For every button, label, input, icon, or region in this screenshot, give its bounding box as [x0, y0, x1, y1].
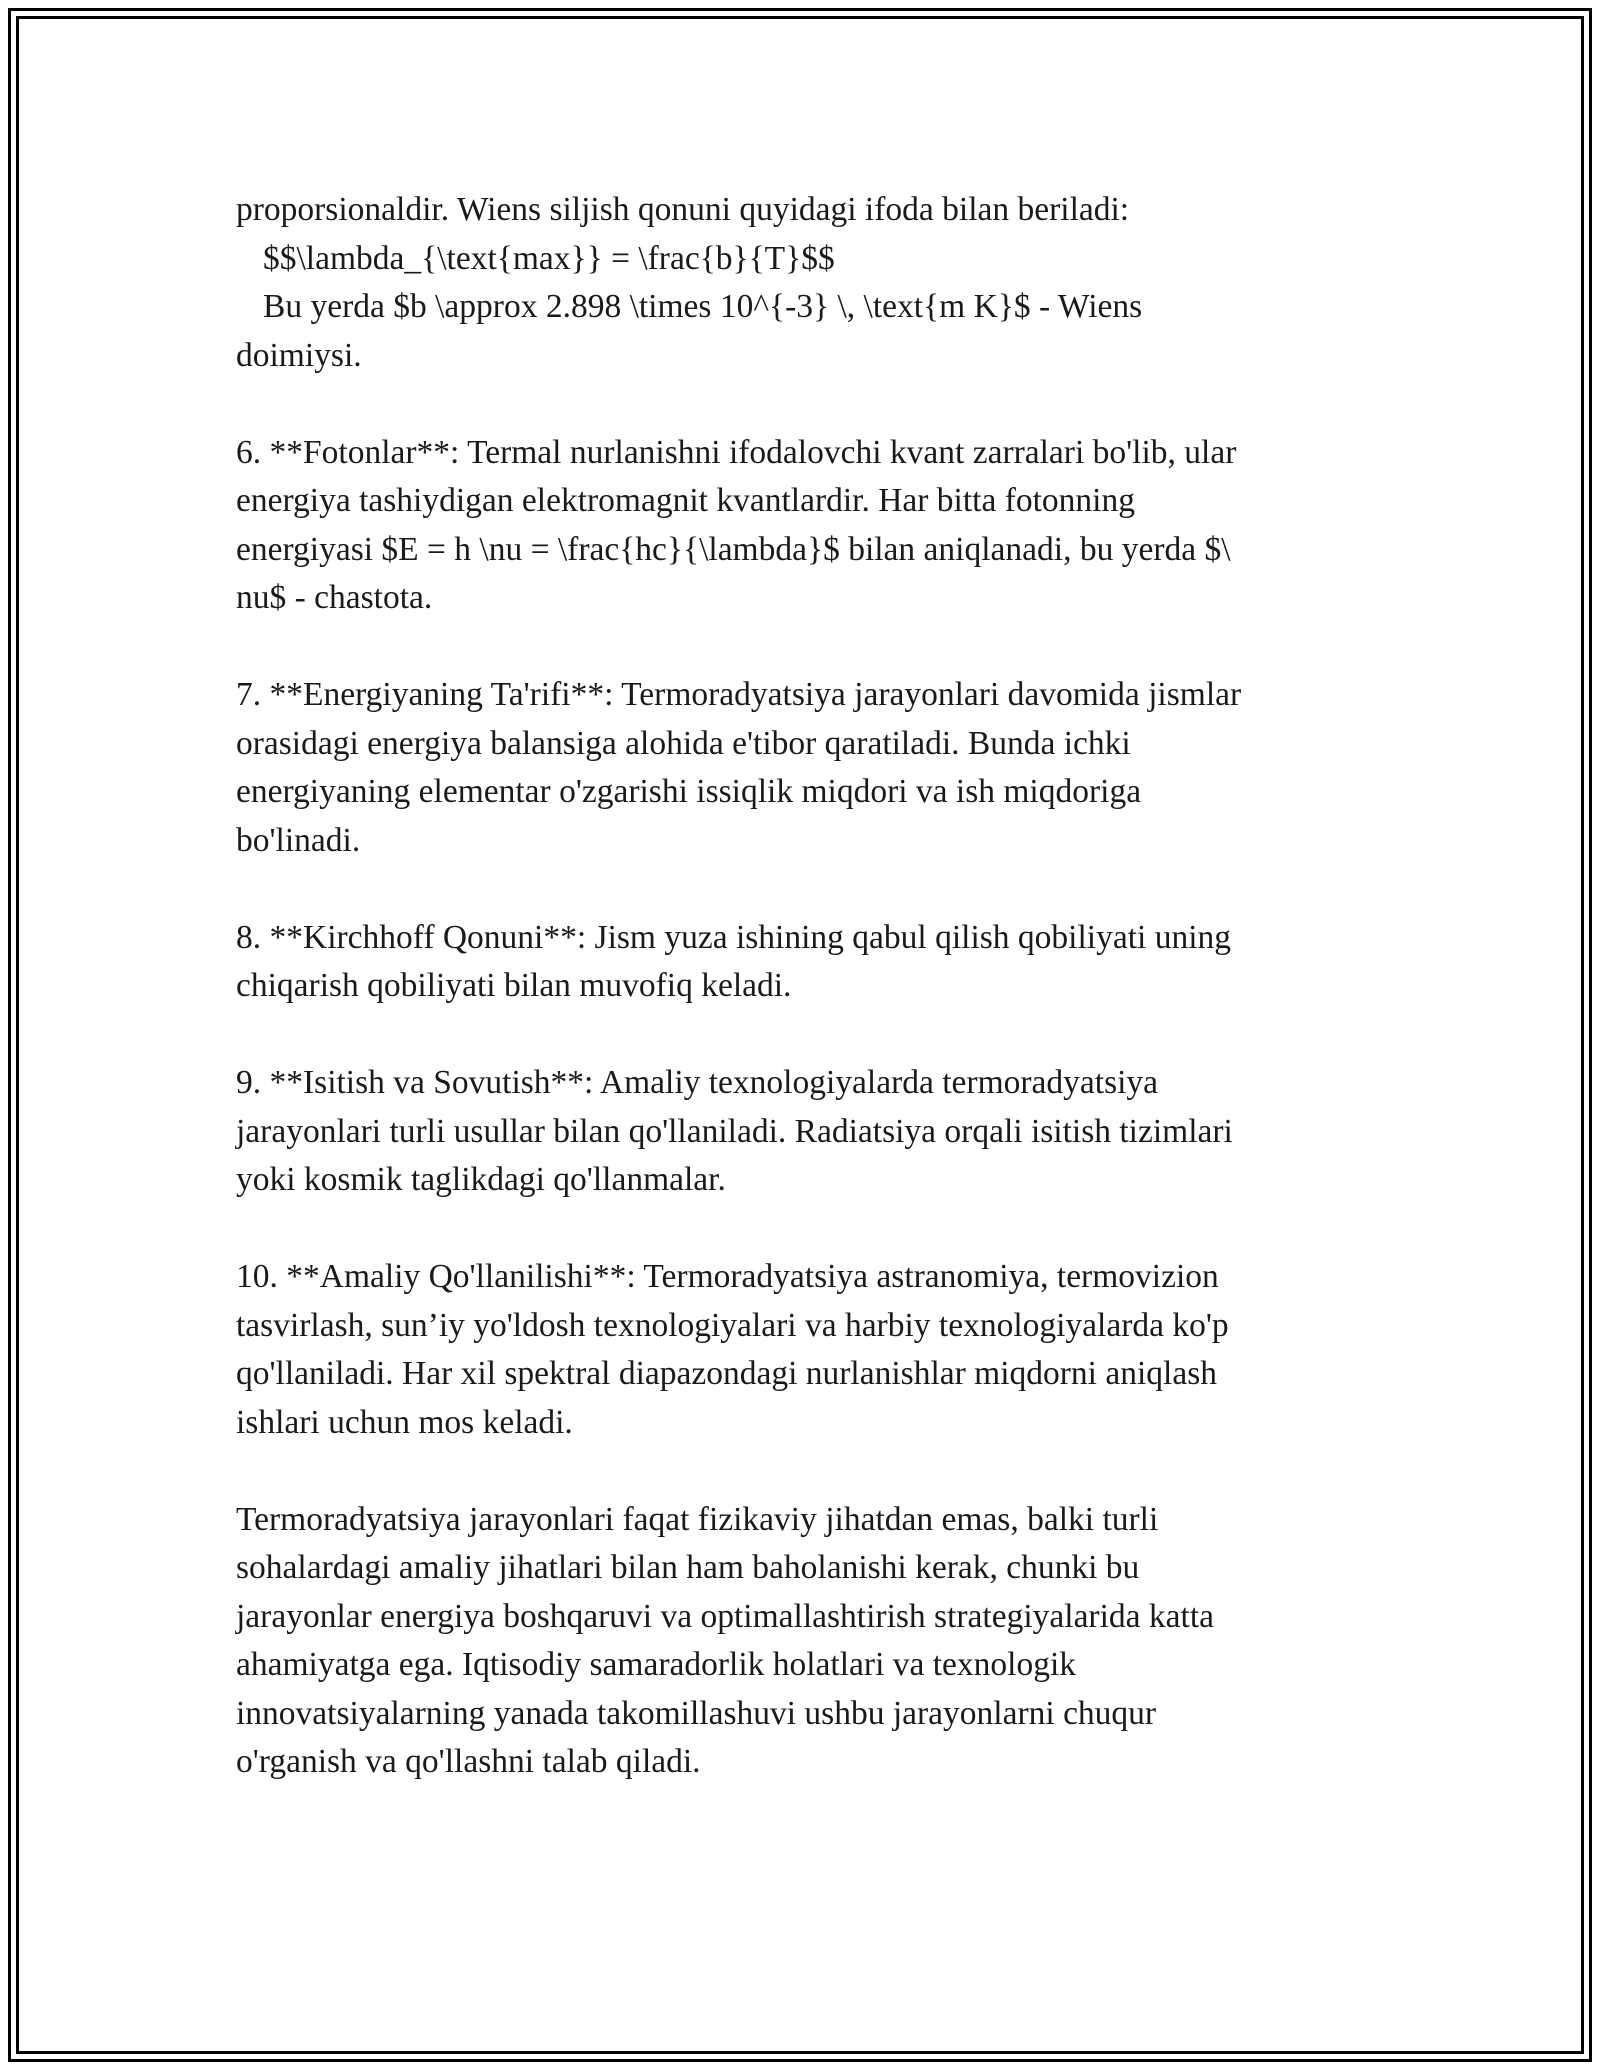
- text-line: nu$ - chastota.: [236, 579, 433, 616]
- text-line: 6. **Fotonlar**: Termal nurlanishni ifodalovchi kvant zarralari bo'lib, ular: [236, 433, 1237, 471]
- text-line: energiyasi $E = h \nu = \frac{hc}{\lambda}$ bilan aniqlanadi, bu yerda $\: [236, 530, 1231, 568]
- text-line: ahamiyatga ega. Iqtisodiy samaradorlik holatlari va texnologik: [236, 1646, 1077, 1683]
- text-line: orasidagi energiya balansiga alohida e'tibor qaratiladi. Bunda ichki: [236, 724, 1131, 762]
- paragraph: [236, 914, 1376, 1011]
- text-line: qo'llaniladi. Har xil spektral diapazondagi nurlanishlar miqdorni aniqlash: [236, 1355, 1218, 1392]
- text-line: ishlari uchun mos keladi.: [236, 1403, 573, 1441]
- paragraph: [236, 1253, 1376, 1447]
- paragraph: [236, 186, 1376, 380]
- document-body: [236, 186, 1376, 1835]
- paragraph: [236, 429, 1376, 623]
- text-line: 7. **Energiyaning Ta'rifi**: Termoradyatsiya jarayonlari davomida jismlar: [236, 676, 1242, 713]
- text-line: doimiysi.: [236, 336, 362, 374]
- text-line: Bu yerda $b \approx 2.898 \times 10^{-3} \, \text{m K}$ - Wiens: [263, 288, 1143, 325]
- text-line: chiqarish qobiliyati bilan muvofiq keladi.: [236, 967, 792, 1004]
- text-line: Termoradyatsiya jarayonlari faqat fizikaviy jihatdan emas, balki turli: [236, 1500, 1159, 1538]
- text-line: jarayonlari turli usullar bilan qo'llaniladi. Radiatsiya orqali isitish tizimlari: [236, 1112, 1233, 1150]
- text-line: energiyaning elementar o'zgarishi issiqlik miqdori va ish miqdoriga: [236, 773, 1142, 810]
- text-line: o'rganish va qo'llashni talab qiladi.: [236, 1743, 701, 1780]
- text-line: innovatsiyalarning yanada takomillashuvi ushbu jarayonlarni chuqur: [236, 1694, 1157, 1732]
- text-line: sohalardagi amaliy jihatlari bilan ham baholanishi kerak, chunki bu: [236, 1549, 1140, 1586]
- text-line: energiya tashiydigan elektromagnit kvantlardir. Har bitta fotonning: [236, 482, 1135, 519]
- text-line: proporsionaldir. Wiens siljish qonuni quyidagi ifoda bilan beriladi:: [236, 191, 1130, 228]
- text-line: 8. **Kirchhoff Qonuni**: Jism yuza ishining qabul qilish qobiliyati uning: [236, 918, 1232, 956]
- text-line: 10. **Amaliy Qo'llanilishi**: Termoradyatsiya astranomiya, termovizion: [236, 1258, 1219, 1295]
- text-line: $$\lambda_{\text{max}} = \frac{b}{T}$$: [263, 239, 835, 277]
- paragraph: [236, 671, 1376, 865]
- paragraph: [236, 1496, 1376, 1787]
- text-line: tasvirlash, sun’iy yo'ldosh texnologiyalari va harbiy texnologiyalarda ko'p: [236, 1306, 1229, 1344]
- text-line: 9. **Isitish va Sovutish**: Amaliy texnologiyalarda termoradyatsiya: [236, 1064, 1159, 1101]
- text-line: yoki kosmik taglikdagi qo'llanmalar.: [236, 1161, 726, 1198]
- text-line: bo'linadi.: [236, 821, 361, 859]
- text-line: jarayonlar energiya boshqaruvi va optimallashtirish strategiyalarida katta: [236, 1597, 1214, 1635]
- paragraph: [236, 1059, 1376, 1205]
